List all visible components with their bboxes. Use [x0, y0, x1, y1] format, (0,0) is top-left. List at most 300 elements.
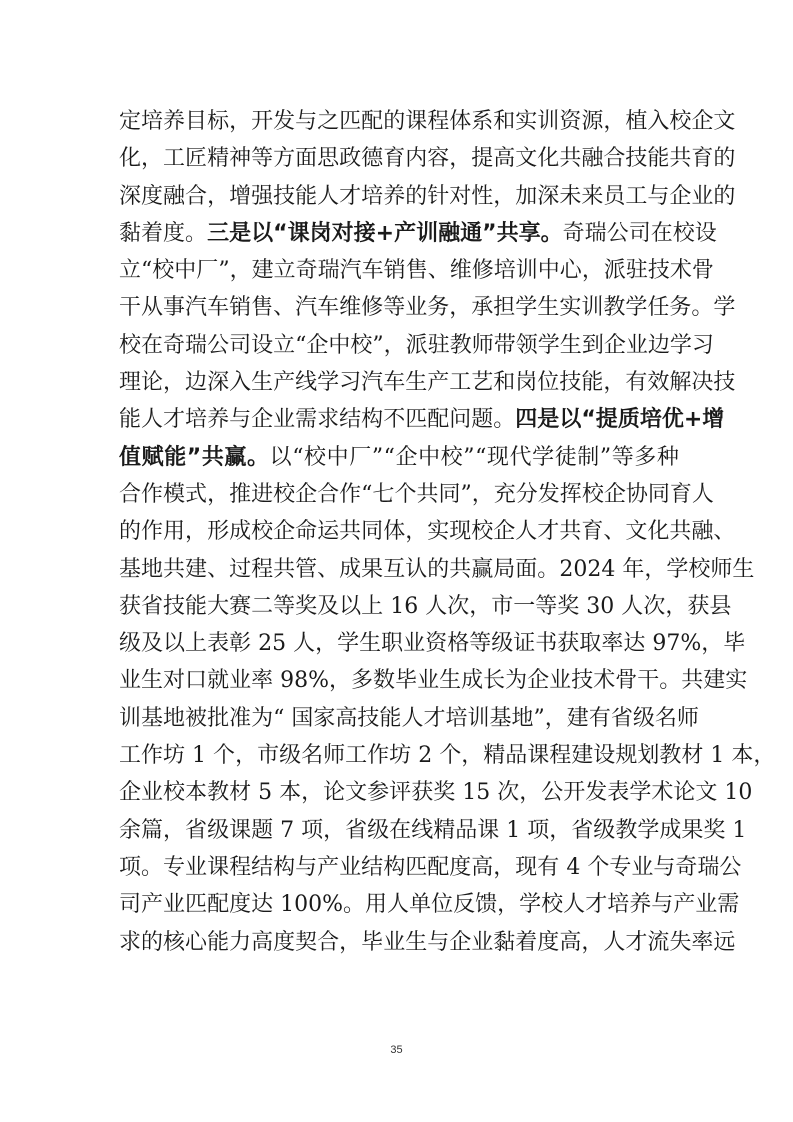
- text-char: 专: [609, 854, 632, 880]
- text-char: 口: [185, 668, 208, 694]
- text-char: 标: [207, 109, 230, 134]
- text-char: 人: [691, 481, 714, 507]
- text-char: 反: [453, 892, 476, 918]
- text-char: 业: [403, 631, 426, 657]
- text-char: 个: [587, 854, 610, 880]
- text-char: ，: [323, 817, 346, 843]
- text-char: 次: [643, 593, 666, 619]
- text-char: “: [273, 705, 285, 731]
- text-char: 培: [185, 407, 208, 433]
- text-char: 表: [207, 631, 230, 657]
- text-char: 项: [119, 854, 142, 880]
- text-char: 构: [361, 407, 384, 433]
- text-char: 才: [537, 519, 560, 545]
- text-char: ，: [207, 481, 230, 507]
- bold-text-char: 培: [639, 407, 662, 433]
- text-char: 骨: [615, 668, 638, 694]
- text-char: 生: [405, 929, 428, 955]
- text-char: 车: [207, 295, 230, 321]
- text-char: 目: [185, 109, 208, 134]
- text-char: ”: [218, 258, 230, 284]
- text-char: 匹: [405, 854, 428, 880]
- page-number: 35: [390, 1044, 403, 1056]
- text-char: 公: [719, 854, 742, 880]
- text-char: 的: [383, 109, 406, 134]
- text-char: “: [361, 481, 373, 507]
- text-char: ，: [229, 109, 252, 134]
- text-char: 篇: [141, 817, 164, 843]
- text-char: 与: [651, 892, 674, 918]
- text-char: 工: [119, 743, 142, 769]
- text-char: 年: [622, 556, 645, 582]
- text-char: 学: [666, 556, 689, 582]
- text-char: 能: [379, 705, 402, 731]
- text-char: 与: [295, 109, 318, 134]
- text-char: 车: [317, 295, 340, 321]
- text-char: [206, 737, 213, 774]
- text-char: 校: [688, 556, 711, 582]
- text-char: [272, 774, 279, 811]
- text-char: 加: [515, 183, 538, 209]
- text-char: 级: [279, 743, 302, 769]
- text-char: 获: [119, 593, 142, 619]
- bold-text-char: 课: [287, 220, 310, 246]
- text-char: 艺: [471, 370, 494, 396]
- text-char: [273, 812, 280, 849]
- text-char: 司: [229, 332, 252, 358]
- text-char: 。: [493, 407, 516, 433]
- text-char: 被: [185, 705, 208, 731]
- text-char: 领: [515, 332, 538, 358]
- text-char: “: [295, 332, 307, 358]
- text-char: 国: [291, 705, 314, 731]
- text-char: 强: [251, 183, 274, 209]
- text-char: 等: [251, 146, 274, 172]
- text-char: 。: [691, 295, 714, 321]
- text-char: 术: [669, 258, 692, 284]
- text-char: 业: [625, 332, 648, 358]
- text-char: [725, 812, 732, 849]
- text-char: 果: [681, 817, 704, 843]
- text-char: 文: [515, 146, 538, 172]
- bold-text-char: 以: [559, 407, 582, 433]
- text-char: 瑞: [317, 258, 340, 284]
- text-char: 作: [339, 481, 362, 507]
- text-char: 共: [273, 556, 296, 582]
- text-char: [251, 774, 258, 811]
- text-char: 学: [337, 631, 360, 657]
- text-char: 代: [509, 444, 532, 470]
- text-char: 心: [559, 258, 582, 284]
- text-char: 线: [411, 817, 434, 843]
- text-char: 与: [295, 854, 318, 880]
- text-char: 赛: [229, 593, 252, 619]
- text-char: 中: [537, 258, 560, 284]
- text-char: 地: [141, 556, 164, 582]
- text-char: 2: [258, 631, 273, 657]
- text-char: 。: [185, 220, 208, 246]
- text-char: 、: [603, 519, 626, 545]
- text-line: [119, 252, 714, 289]
- text-char: 才: [423, 705, 446, 731]
- bold-text-char: 。: [540, 220, 563, 246]
- text-char: 技: [163, 593, 186, 619]
- text-char: 师: [710, 556, 733, 582]
- bold-text-char: 增: [702, 407, 725, 433]
- text-char: 以: [269, 444, 292, 470]
- text-char: 融: [691, 519, 714, 545]
- text-char: 瑞: [697, 854, 720, 880]
- text-char: 对: [163, 668, 186, 694]
- text-char: 发: [585, 780, 608, 806]
- body-text: [119, 103, 776, 961]
- text-line: [119, 513, 736, 550]
- text-char: 在: [650, 220, 673, 246]
- text-char: 设: [251, 332, 274, 358]
- text-char: [273, 662, 280, 699]
- bold-text-char: 质: [617, 407, 640, 433]
- text-char: 人: [387, 892, 410, 918]
- text-char: ，: [644, 556, 667, 582]
- text-char: 产: [273, 370, 296, 396]
- text-char: 程: [427, 109, 450, 134]
- text-char: 来: [581, 183, 604, 209]
- text-char: 次: [447, 593, 470, 619]
- text-char: 中: [174, 258, 197, 284]
- text-char: 在: [389, 817, 412, 843]
- text-char: 彰: [229, 631, 252, 657]
- text-char: ，: [163, 370, 186, 396]
- text-char: 位: [431, 892, 454, 918]
- text-line: [119, 924, 736, 961]
- text-char: 奇: [675, 854, 698, 880]
- text-char: [724, 737, 731, 774]
- text-char: 学: [637, 817, 660, 843]
- text-char: ，: [461, 743, 484, 769]
- text-char: 的: [119, 519, 142, 545]
- text-char: 1: [724, 780, 739, 806]
- text-char: 互: [383, 556, 406, 582]
- text-char: 工: [345, 743, 368, 769]
- text-char: 结: [361, 854, 384, 880]
- text-char: 及: [317, 593, 340, 619]
- text-char: 取: [579, 631, 602, 657]
- text-char: 效: [647, 370, 670, 396]
- text-char: ”: [372, 332, 384, 358]
- text-char: 准: [229, 705, 252, 731]
- text-char: 4: [601, 556, 616, 582]
- text-char: 汽: [185, 295, 208, 321]
- text-char: 深: [119, 183, 142, 209]
- text-char: 现: [515, 854, 538, 880]
- text-char: 校: [440, 444, 463, 470]
- text-char: 论: [141, 370, 164, 396]
- text-char: 4: [566, 854, 581, 880]
- text-char: 成: [659, 817, 682, 843]
- text-char: 能: [207, 929, 230, 955]
- text-char: 合: [317, 929, 340, 955]
- text-char: 毕: [723, 631, 746, 657]
- text-char: 教: [449, 332, 472, 358]
- text-char: 企: [449, 929, 472, 955]
- text-char: 分: [515, 481, 538, 507]
- text-char: 证: [513, 631, 536, 657]
- text-char: 建: [251, 258, 274, 284]
- text-char: 才: [625, 929, 648, 955]
- text-char: 面: [295, 146, 318, 172]
- text-char: 求: [119, 929, 142, 955]
- text-char: 奇: [295, 258, 318, 284]
- text-char: 源: [581, 109, 604, 134]
- text-char: 内: [405, 146, 428, 172]
- text-char: 格: [447, 631, 470, 657]
- text-char: 种: [656, 444, 679, 470]
- text-char: 奖: [557, 593, 580, 619]
- text-char: ，: [519, 780, 542, 806]
- text-char: 设: [593, 743, 616, 769]
- text-char: 着: [141, 220, 164, 246]
- text-char: 文: [713, 109, 736, 134]
- text-char: 以: [339, 593, 362, 619]
- text-char: 有: [588, 705, 611, 731]
- bold-text-char: ”: [186, 444, 202, 470]
- text-char: 公: [207, 332, 230, 358]
- text-char: 2: [559, 556, 574, 582]
- text-char: 维: [339, 295, 362, 321]
- text-char: 销: [383, 258, 406, 284]
- text-char: 设: [694, 220, 717, 246]
- text-char: [579, 588, 586, 625]
- text-char: ，: [603, 109, 626, 134]
- text-char: 度: [537, 929, 560, 955]
- text-char: 立: [273, 332, 296, 358]
- text-char: 徒: [554, 444, 577, 470]
- text-char: 未: [559, 183, 582, 209]
- text-char: 坊: [389, 743, 412, 769]
- text-char: 心: [185, 929, 208, 955]
- text-char: [717, 774, 724, 811]
- text-char: ，: [449, 146, 472, 172]
- text-char: 工: [625, 183, 648, 209]
- text-char: 方: [273, 146, 296, 172]
- text-char: 现: [486, 444, 509, 470]
- text-line: [119, 588, 732, 625]
- text-char: 共: [669, 519, 692, 545]
- text-char: 充: [493, 481, 516, 507]
- bold-text-char: +: [375, 220, 395, 246]
- text-char: 体: [383, 519, 406, 545]
- text-char: 校: [304, 444, 327, 470]
- text-char: 品: [455, 817, 478, 843]
- text-char: 融: [581, 146, 604, 172]
- text-char: 结: [339, 407, 362, 433]
- text-char: 技: [273, 183, 296, 209]
- text-char: ，: [549, 817, 572, 843]
- text-char: 成: [461, 668, 484, 694]
- text-char: 构: [383, 854, 406, 880]
- text-char: 的: [141, 929, 164, 955]
- text-char: 理: [119, 370, 142, 396]
- text-char: 校: [251, 519, 274, 545]
- text-char: 担: [493, 295, 516, 321]
- text-char: 提: [471, 146, 494, 172]
- text-char: 训: [581, 295, 604, 321]
- text-char: 精: [483, 743, 506, 769]
- text-char: 作: [367, 743, 390, 769]
- text-char: %: [322, 892, 344, 918]
- bold-text-char: 通: [460, 220, 483, 246]
- text-char: 基: [119, 556, 142, 582]
- text-char: 精: [433, 817, 456, 843]
- text-char: 开: [251, 109, 274, 134]
- text-char: 认: [405, 556, 428, 582]
- bold-text-char: 赋: [141, 444, 164, 470]
- text-char: 学: [625, 295, 648, 321]
- text-char: 训: [515, 258, 538, 284]
- text-char: 度: [273, 929, 296, 955]
- text-char: ，: [141, 146, 164, 172]
- text-char: 配: [427, 407, 450, 433]
- text-char: 高: [471, 854, 494, 880]
- text-char: 、: [427, 258, 450, 284]
- bold-text-char: 以: [251, 220, 274, 246]
- text-char: 形: [207, 519, 230, 545]
- text-char: 汽: [295, 295, 318, 321]
- text-char: ，: [493, 854, 516, 880]
- text-char: 同: [361, 519, 384, 545]
- text-char: 立: [273, 258, 296, 284]
- text-char: 9: [280, 668, 295, 694]
- text-char: 建: [185, 556, 208, 582]
- bold-text-char: 接: [353, 220, 376, 246]
- text-line: [119, 401, 725, 438]
- text-line: [119, 849, 742, 886]
- bold-text-char: “: [581, 407, 596, 433]
- text-char: 求: [317, 407, 340, 433]
- text-char: 度: [163, 220, 186, 246]
- text-char: 校: [581, 481, 604, 507]
- text-char: 1: [710, 743, 725, 769]
- text-char: 业: [691, 183, 714, 209]
- text-char: 着: [515, 929, 538, 955]
- text-char: 校: [163, 780, 186, 806]
- text-char: 从: [141, 295, 164, 321]
- text-char: 上: [185, 631, 208, 657]
- text-char: [490, 774, 497, 811]
- text-char: 黏: [493, 929, 516, 955]
- text-char: 中: [326, 444, 349, 470]
- text-char: 等: [383, 295, 406, 321]
- text-char: 企: [119, 780, 142, 806]
- text-char: 过: [229, 556, 252, 582]
- text-char: 级: [119, 631, 142, 657]
- text-char: 品: [505, 743, 528, 769]
- text-char: 开: [563, 780, 586, 806]
- text-char: 能: [581, 370, 604, 396]
- text-line: [119, 737, 776, 774]
- text-char: 0: [600, 593, 615, 619]
- text-char: 派: [603, 258, 626, 284]
- text-char: 产: [317, 854, 340, 880]
- bold-text-char: 。: [247, 444, 270, 470]
- text-char: 1: [506, 817, 521, 843]
- text-char: 师: [471, 332, 494, 358]
- text-char: 政: [339, 146, 362, 172]
- text-char: 高: [493, 146, 516, 172]
- text-char: 单: [409, 892, 432, 918]
- text-char: 资: [425, 631, 448, 657]
- text-char: 二: [251, 593, 274, 619]
- text-char: 获: [411, 780, 434, 806]
- text-char: 人: [425, 593, 448, 619]
- text-char: 生: [537, 295, 560, 321]
- text-char: 文: [695, 780, 718, 806]
- text-char: [703, 737, 710, 774]
- text-char: 数: [373, 668, 396, 694]
- text-line: [119, 700, 699, 737]
- text-char: 7: [280, 817, 295, 843]
- text-char: 术: [651, 780, 674, 806]
- text-char: 岗: [515, 370, 538, 396]
- text-char: 3: [586, 593, 601, 619]
- text-char: 中: [418, 444, 441, 470]
- text-char: 校: [350, 332, 373, 358]
- text-char: 人: [515, 519, 538, 545]
- text-char: 厂: [196, 258, 219, 284]
- text-char: 驻: [427, 332, 450, 358]
- text-char: ，: [493, 183, 516, 209]
- text-char: 育: [691, 146, 714, 172]
- bold-text-char: +: [683, 407, 703, 433]
- text-char: 修: [361, 295, 384, 321]
- text-char: ，: [544, 705, 567, 731]
- text-char: 制: [577, 444, 600, 470]
- text-char: 市: [257, 743, 280, 769]
- text-char: 习: [691, 332, 714, 358]
- text-char: 化: [537, 146, 560, 172]
- text-char: 、: [207, 556, 230, 582]
- text-char: 七: [372, 481, 395, 507]
- text-char: 习: [339, 370, 362, 396]
- text-char: 等: [273, 593, 296, 619]
- text-char: 业: [405, 295, 428, 321]
- text-char: 书: [535, 631, 558, 657]
- text-char: 现: [449, 519, 472, 545]
- text-char: [418, 588, 425, 625]
- text-line: [119, 289, 736, 326]
- text-char: 之: [317, 109, 340, 134]
- text-char: 度: [141, 183, 164, 209]
- text-char: 表: [607, 780, 630, 806]
- text-char: 题: [471, 407, 494, 433]
- text-char: 共: [163, 556, 186, 582]
- text-char: 校: [273, 481, 296, 507]
- text-char: 项: [527, 817, 550, 843]
- text-char: 合: [317, 481, 340, 507]
- text-char: 契: [295, 929, 318, 955]
- text-char: 培: [493, 258, 516, 284]
- text-char: ，: [449, 295, 472, 321]
- text-char: 率: [601, 631, 624, 657]
- text-char: 售: [251, 295, 274, 321]
- text-char: 0: [738, 780, 753, 806]
- text-char: 管: [295, 556, 318, 582]
- text-char: 修: [471, 258, 494, 284]
- text-char: 业: [417, 668, 440, 694]
- bold-text-char: “: [273, 220, 288, 246]
- bold-text-char: 岗: [309, 220, 332, 246]
- text-char: 到: [581, 332, 604, 358]
